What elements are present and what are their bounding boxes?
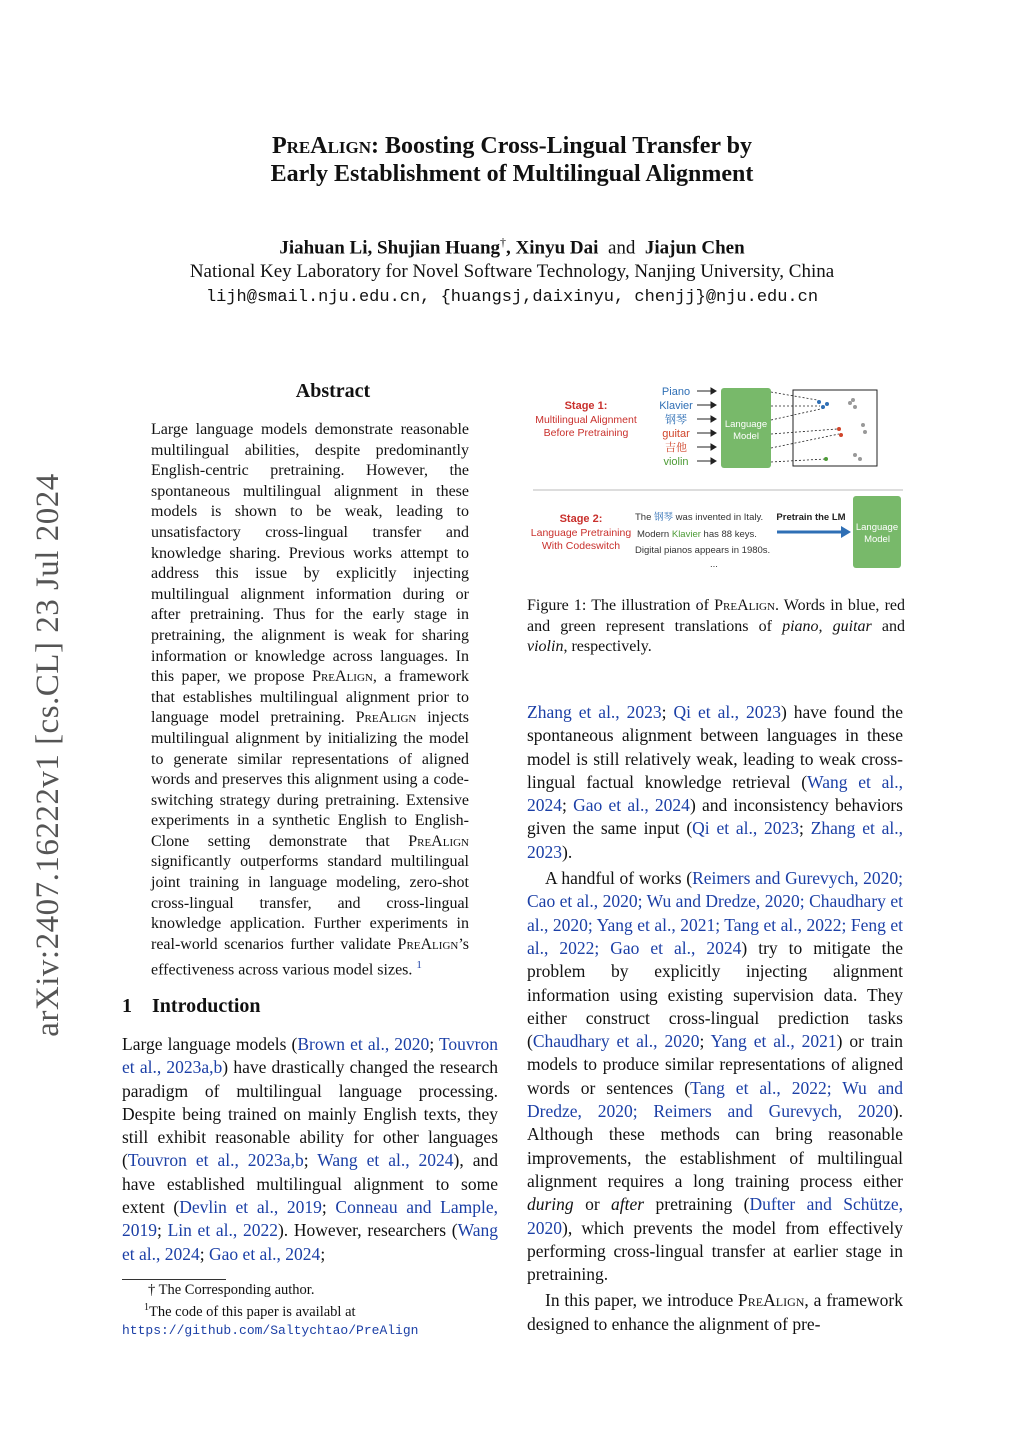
footnote-corresponding: † The Corresponding author. bbox=[148, 1282, 315, 1298]
word-guitar: guitar bbox=[662, 428, 690, 440]
code-url-link[interactable]: https://github.com/Saltychtao/PreAlign bbox=[122, 1322, 419, 1338]
input-arrows bbox=[697, 388, 716, 464]
figure-1-caption: Figure 1: The illustration of PreAlign. Words in blue, red and green represent translations of piano, guitar and violin, respectively. bbox=[527, 597, 906, 656]
pretrain-arrow-label: Pretrain the LM bbox=[776, 512, 846, 523]
citation-link[interactable]: Tang et al., 2022; Wu and Dredze, 2020; Reimers and Gurevych, 2020 bbox=[527, 1077, 904, 1122]
citation-link[interactable]: Gao et al., 2024 bbox=[209, 1243, 321, 1264]
citation-link[interactable]: Wang et al., 2024 bbox=[317, 1150, 454, 1171]
citation-link[interactable]: Qi et al., 2023 bbox=[673, 702, 781, 722]
arxiv-identifier: arXiv:2407.16222v1 [cs.CL] 23 Jul 2024 bbox=[30, 473, 66, 1037]
stage2-label: Stage 2: bbox=[559, 513, 603, 525]
citation-link[interactable]: Yang et al., 2021 bbox=[710, 1031, 837, 1052]
citation-link[interactable]: Gao et al., 2024 bbox=[573, 795, 690, 816]
embedding-points bbox=[817, 398, 867, 461]
word-piano: Piano bbox=[661, 386, 691, 398]
citation-link[interactable]: Devlin et al., 2019 bbox=[179, 1197, 322, 1218]
svg-text:...: ... bbox=[710, 559, 718, 570]
projection-lines bbox=[771, 392, 839, 462]
footnote-rule bbox=[122, 1279, 226, 1280]
citation-link[interactable]: Touvron et al., 2023a,b bbox=[122, 1034, 499, 1078]
section-heading-introduction: 1 Introduction bbox=[122, 995, 261, 1017]
svg-text:Model: Model bbox=[864, 534, 890, 545]
word-klavier: Klavier bbox=[659, 400, 693, 412]
citation-link[interactable]: Wang et al., 2024 bbox=[527, 771, 903, 816]
stage1-desc-line1: Multilingual Alignment bbox=[535, 414, 637, 426]
citation-link[interactable]: Conneau and Lample, 2019 bbox=[122, 1197, 498, 1241]
paragraph-3: In this paper, we introduce PreAlign, a framework designed to enhance the alignment of pre- bbox=[527, 1290, 903, 1334]
word-gangqin: 钢琴 bbox=[665, 414, 687, 426]
citation-link[interactable]: Brown et al., 2020 bbox=[297, 1034, 430, 1054]
author-emails: lijh@smail.nju.edu.cn, {huangsj,daixinyu, chenjj}@nju.edu.cn bbox=[205, 288, 819, 308]
citation-link[interactable]: Reimers and Gurevych, 2020; Cao et al., 2020; Wu and Dredze, 2020; Chaudhary et al., 2020; Yang et al., 2021; Tang et al., 2022; Feng et al., 2022; Gao et al., 2024 bbox=[527, 868, 904, 958]
stage1-label: Stage 1: bbox=[564, 400, 608, 412]
citation-link[interactable]: Qi et al., 2023 bbox=[692, 818, 800, 839]
citation-link[interactable]: Touvron et al., 2023a,b bbox=[127, 1150, 304, 1171]
abstract-body: Large language models demonstrate reasonable multilingual abilities, despite predominantly English-centric pretraining. However, the spontaneous multilingual alignment in these models is shown to be weak, leading to unsatisfactory cross-lingual transfer and knowledge sharing. Previous works attempt to address this issue by explicitly injecting multilingual alignment information during or after pretraining. Thus for the early stage in pretraining, the alignment is weak for sharing information or knowledge across languages. In this paper, we propose PreAlign, a framework that establishes multilingual alignment prior to language model pretraining. PreAlign injects multilingual alignment by initializing the model to generate similar representations of aligned words and preserves this alignment using a code-switching strategy during pretraining. Extensive experiments in a synthetic English to English-Clone setting demonstrate that PreAlign significantly outperforms standard multilingual joint training in language modeling, zero-shot cross-lingual transfer, and cross-lingual knowledge application. Further experiments in real-world scenarios further validate PreAlign’s effectiveness across various model sizes. $^1$ bbox=[151, 421, 470, 979]
stage2-desc-line1: Language Pretraining bbox=[530, 527, 632, 539]
intro-paragraph: Large language models (Brown et al., 2020; Touvron et al., 2023a,b) have drastically changed the research paradigm of multilingual language processing. Despite being trained on mainly English texts, they still exhibit reasonable ability for other languages (Touvron et al., 2023a,b; Wang et al., 2024), and have established multilingual alignment to some extent (Devlin et al., 2019; Conneau and Lample, 2019; Lin et al., 2022). However, researchers (Wang et al., 2024; Gao et al., 2024; bbox=[122, 1034, 499, 1264]
example-sentence-3: Digital pianos appears in 1980s. bbox=[635, 545, 771, 556]
footnote-ref-1[interactable]: 1 bbox=[416, 959, 422, 972]
paragraph-2: A handful of works (Reimers and Gurevych, 2020; Cao et al., 2020; Wu and Dredze, 2020; Chaudhary et al., 2020; Yang et al., 2021; Tang et al., 2022; Feng et al., 2022; Gao et al., 2024) try to mitigate the problem by explicitly injecting alignment information using existing supervision data. They either construct cross-lingual prediction tasks (Chaudhary et al., 2020; Yang et al., 2021) or train models to produce similar representations of aligned words or sentences (Tang et al., 2022; Wu and Dredze, 2020; Reimers and Gurevych, 2020). Although these methods can bring reasonable improvements, the establishment of multilingual alignment requires a long training process either during or after pretraining (Dufter and Schütze, 2020), which prevents the model from effectively performing cross-lingual transfer at earlier stage in pretraining. bbox=[527, 868, 904, 1285]
citation-link[interactable]: Zhang et al., 2023 bbox=[527, 702, 662, 722]
embedding-space-box bbox=[793, 390, 877, 466]
paper-title: PreAlign: Boosting Cross-Lingual Transfer by Early Establishment of Multilingual Alignment bbox=[270, 133, 754, 187]
citation-link[interactable]: Lin et al., 2022 bbox=[167, 1220, 278, 1241]
footnote-code: $^1$The code of this paper is availabl at https://github.com/Saltychtao/PreAlign bbox=[122, 1302, 419, 1338]
stage1-desc-line2: Before Pretraining bbox=[543, 427, 629, 439]
citation-link[interactable]: Dufter and Schütze, 2020 bbox=[527, 1194, 903, 1238]
citation-link[interactable]: Wang et al., 2024 bbox=[122, 1220, 498, 1264]
author-block: Jiahuan Li, Shujian Huang†, Xinyu Dai and Jiajun Chen National Key Laboratory for Novel Software Technology, Nanjing University, China lijh@smail.nju.edu.cn, {huangsj,daixinyu, chenjj}@nju.edu.cn bbox=[189, 235, 835, 308]
svg-text:Language: Language bbox=[724, 419, 768, 430]
paragraph-1: Zhang et al., 2023; Qi et al., 2023) have found the spontaneous alignment between languages in these model is still relatively weak, leading to weak cross-lingual factual knowledge retrieval (Wang et al., 2024; Gao et al., 2024) and inconsistency behaviors given the same input (Qi et al., 2023; Zhang et al., 2023). bbox=[527, 702, 903, 862]
word-violin: violin bbox=[663, 456, 689, 468]
abstract-heading: Abstract bbox=[295, 380, 371, 402]
right-column-text bbox=[527, 701, 903, 1336]
svg-text:Language: Language bbox=[855, 522, 899, 533]
stage2-desc-line2: With Codeswitch bbox=[541, 540, 621, 552]
example-sentence-2: Modern Klavier has 88 keys. bbox=[637, 529, 757, 540]
figure-1-illustration bbox=[525, 382, 907, 582]
affiliation: National Key Laboratory for Novel Software Technology, Nanjing University, China bbox=[189, 261, 835, 283]
word-jita: 吉他 bbox=[665, 442, 687, 454]
title-method-name: PreAlign bbox=[271, 133, 372, 159]
svg-text:Model: Model bbox=[733, 431, 759, 442]
example-sentence-1: The 钢琴 was invented in Italy. bbox=[635, 512, 764, 523]
citation-link[interactable]: Zhang et al., 2023 bbox=[527, 818, 903, 862]
citation-link[interactable]: Chaudhary et al., 2020 bbox=[532, 1031, 700, 1052]
